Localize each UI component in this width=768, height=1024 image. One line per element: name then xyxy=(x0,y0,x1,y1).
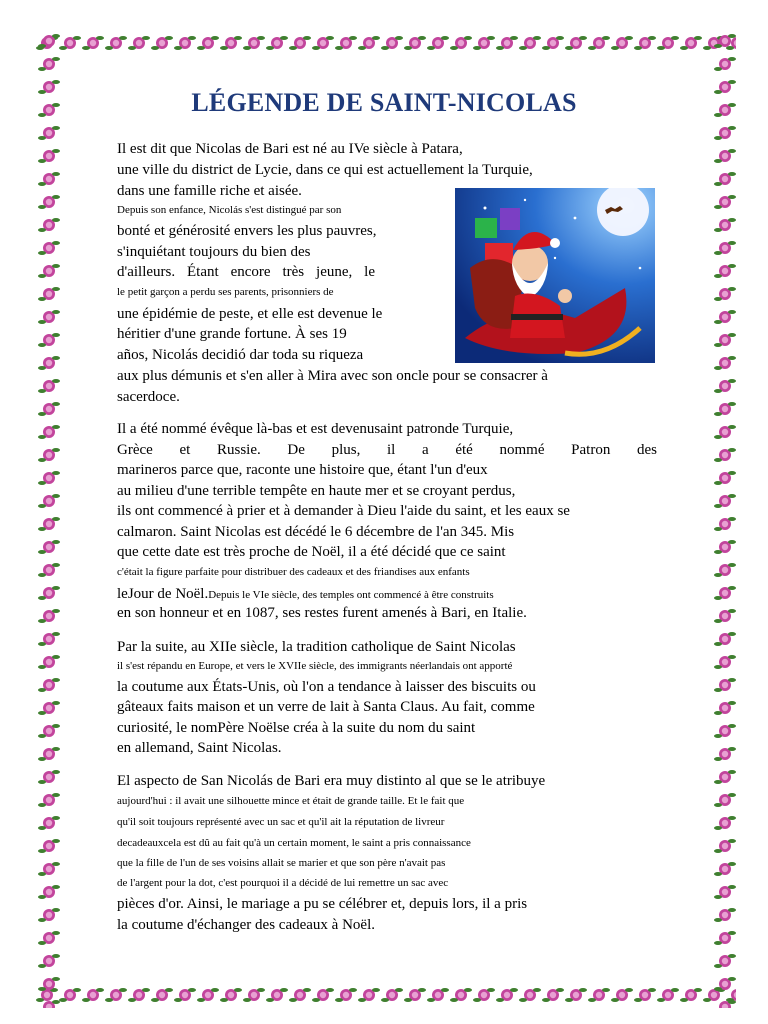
text-line: curiosité, le nomPère Noëlse créa à la suite du nom du saint xyxy=(117,720,476,736)
text-line: sacerdoce. xyxy=(117,389,180,405)
text-line: aux plus démunis et s'en aller à Mira avec son oncle pour se consacrer à xyxy=(117,368,548,384)
santa-sleigh-illustration xyxy=(455,188,655,363)
text-line: decadeauxcela est dû au fait qu'à un certain moment, le saint a pris connaissance xyxy=(117,837,471,849)
text-line: le petit garçon a perdu ses parents, prisonniers de xyxy=(117,286,334,298)
text-line: d'ailleurs. Étant encore très jeune, le xyxy=(117,264,375,280)
text-line: pièces d'or. Ainsi, le mariage a pu se célébrer et, depuis lors, il a pris xyxy=(117,896,528,912)
text-line: une épidémie de peste, et elle est devenue le xyxy=(117,306,383,322)
text-fragment: Depuis le VIe siècle, des temples ont commencé à être construits xyxy=(208,589,494,601)
text-line xyxy=(117,586,494,602)
text-fragment: leJour de Noël. xyxy=(117,586,209,602)
text-line: c'était la figure parfaite pour distribuer des cadeaux et des friandises aux enfants xyxy=(117,566,470,578)
text-line: El aspecto de San Nicolás de Bari era muy distinto al que se le atribuye xyxy=(117,773,546,789)
text-line: la coutume d'échanger des cadeaux à Noël. xyxy=(117,917,375,933)
text-line: Par la suite, au XIIe siècle, la tradition catholique de Saint Nicolas xyxy=(117,639,516,655)
text-line: Grèce et Russie. De plus, il a été nommé Patron des xyxy=(117,442,657,458)
text-line: que la fille de l'un de ses voisins allait se marier et que son père n'avait pas xyxy=(117,857,446,869)
text-line: s'inquiétant toujours du bien des xyxy=(117,244,311,260)
text-line: que cette date est très proche de Noël, il a été décidé que ce saint xyxy=(117,544,506,560)
text-line: il s'est répandu en Europe, et vers le XVIIe siècle, des immigrants néerlandais ont apporté xyxy=(117,660,513,672)
text-line: dans une famille riche et aisée. xyxy=(117,183,302,199)
page-title: LÉGENDE DE SAINT-NICOLAS xyxy=(191,88,577,117)
flower-border-bottom xyxy=(36,982,736,1008)
text-line: marineros parce que, raconte une histoire que, étant l'un d'eux xyxy=(117,462,488,478)
text-line: en allemand, Saint Nicolas. xyxy=(117,740,282,756)
text-line: la coutume aux États-Unis, où l'on a tendance à laisser des biscuits ou xyxy=(117,679,536,695)
text-line: años, Nicolás decidió dar toda su riqueza xyxy=(117,347,364,363)
flower-border-left xyxy=(36,30,62,1008)
text-line: aujourd'hui : il avait une silhouette mince et était de grande taille. Et le fait que xyxy=(117,795,465,807)
text-line: de l'argent pour la dot, c'est pourquoi il a décidé de lui remettre un sac avec xyxy=(117,877,449,889)
text-line: Depuis son enfance, Nicolás s'est distingué par son xyxy=(117,204,342,216)
text-line: en son honneur et en 1087, ses restes furent amenés à Bari, en Italie. xyxy=(117,605,527,621)
text-line: ils ont commencé à prier et à demander à Dieu l'aide du saint, et les eaux se xyxy=(117,503,570,519)
flower-border-top xyxy=(36,30,736,56)
text-line: une ville du district de Lycie, dans ce qui est actuellement la Turquie, xyxy=(117,162,533,178)
text-line: au milieu d'une terrible tempête en haute mer et se croyant perdus, xyxy=(117,483,516,499)
text-line: gâteaux faits maison et un verre de lait à Santa Claus. Au fait, comme xyxy=(117,699,535,715)
text-line: bonté et générosité envers les plus pauvres, xyxy=(117,223,377,239)
flower-border-right xyxy=(712,30,738,1008)
text-line: Il a été nommé évêque là-bas et est devenusaint patronde Turquie, xyxy=(117,421,514,437)
text-line: Il est dit que Nicolas de Bari est né au IVe siècle à Patara, xyxy=(117,141,463,157)
text-line: qu'il soit toujours représenté avec un sac et qu'il ait la réputation de livreur xyxy=(117,816,445,828)
text-line: calmaron. Saint Nicolas est décédé le 6 décembre de l'an 345. Mis xyxy=(117,524,515,540)
text-line: héritier d'une grande fortune. À ses 19 xyxy=(117,326,347,342)
